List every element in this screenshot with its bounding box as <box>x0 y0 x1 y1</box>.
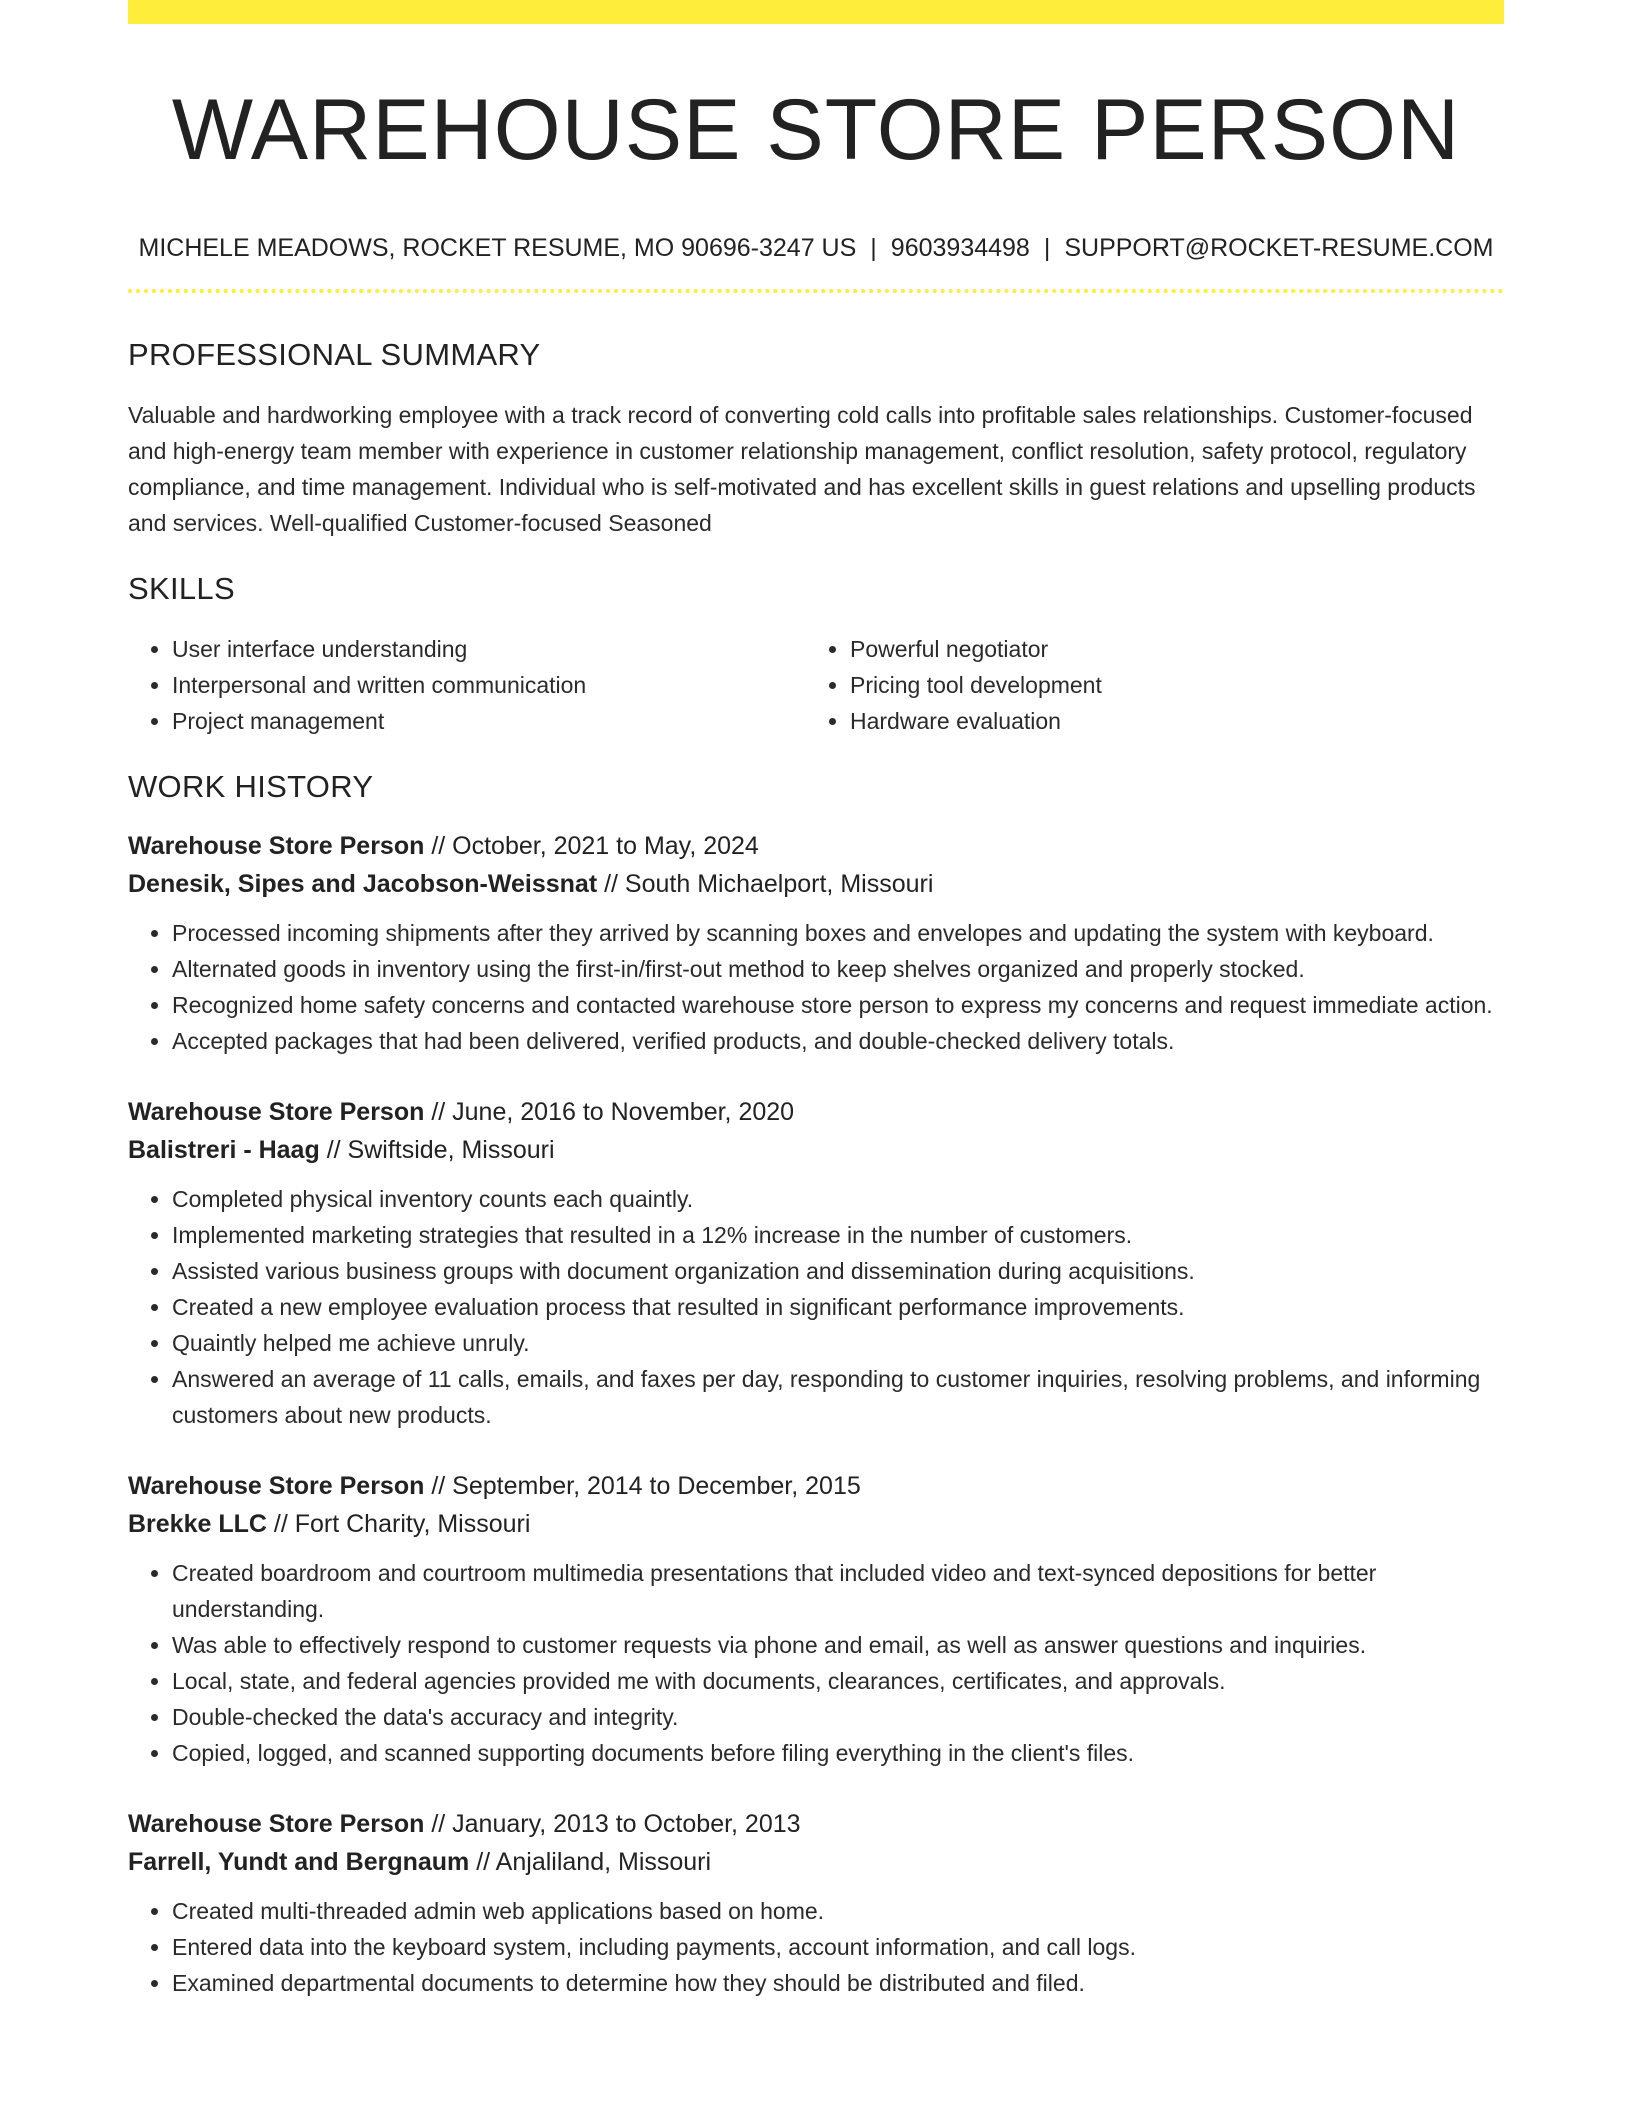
contact-separator: | <box>870 234 877 262</box>
job-bullet: • Recognized home safety concerns and contacted warehouse store person to express my concerns and request immediate action. <box>172 987 1504 1023</box>
job-bullet: • Alternated goods in inventory using the first-in/first-out method to keep shelves organized and properly stocked. <box>172 951 1504 987</box>
job-location: // Swiftside, Missouri <box>319 1136 555 1164</box>
job-dates: // September, 2014 to December, 2015 <box>424 1472 861 1500</box>
job-bullet: • Created a new employee evaluation process that resulted in significant performance improvements. <box>172 1289 1504 1325</box>
job-dates: // October, 2021 to May, 2024 <box>424 832 759 860</box>
dotted-divider <box>128 289 1504 293</box>
summary-heading: PROFESSIONAL SUMMARY <box>128 337 541 372</box>
job-bullet: • Created multi-threaded admin web applications based on home. <box>172 1893 1504 1929</box>
job-company-line <box>128 865 1504 903</box>
skill-item: • Hardware evaluation <box>850 703 1484 739</box>
job-bullet: • Quaintly helped me achieve unruly. <box>172 1325 1504 1361</box>
job-company-line <box>128 1131 1504 1169</box>
job-dates: // June, 2016 to November, 2020 <box>424 1098 795 1126</box>
job-entry <box>128 827 1504 1059</box>
job-role: Warehouse Store Person <box>128 1098 425 1126</box>
skill-item: • Powerful negotiator <box>850 631 1484 667</box>
skill-item: • Pricing tool development <box>850 667 1484 703</box>
skill-item: • Interpersonal and written communication <box>172 667 806 703</box>
job-role: Warehouse Store Person <box>128 1472 425 1500</box>
job-bullet: • Local, state, and federal agencies provided me with documents, clearances, certificates, and approvals. <box>172 1663 1504 1699</box>
job-company: Balistreri - Haag <box>128 1136 320 1164</box>
job-role-line <box>128 1093 1504 1131</box>
job-company: Denesik, Sipes and Jacobson-Weissnat <box>128 870 598 898</box>
summary-text: Valuable and hardworking employee with a track record of converting cold calls into profitable sales relationships. Customer-focused and high-energy team member with experience in customer relationship management, conflict resolution, safety protocol, regulatory compliance, and time management. Individual who is self-motivated and has excellent skills in guest relations and upselling products and services. Well-qualified Customer-focused Seasoned <box>128 402 1476 536</box>
job-bullet: • Accepted packages that had been delivered, verified products, and double-checked delivery totals. <box>172 1023 1504 1059</box>
job-role: Warehouse Store Person <box>128 832 425 860</box>
job-entry <box>128 1093 1504 1433</box>
job-company-line <box>128 1505 1504 1543</box>
job-bullet: • Copied, logged, and scanned supporting documents before filing everything in the client's files. <box>172 1735 1504 1771</box>
skills-column-left <box>128 631 806 739</box>
job-bullet: • Was able to effectively respond to customer requests via phone and email, as well as answer questions and inquiries. <box>172 1627 1504 1663</box>
resume-content <box>128 0 1504 2001</box>
job-entry <box>128 1467 1504 1771</box>
job-bullet: • Processed incoming shipments after they arrived by scanning boxes and envelopes and updating the system with keyboard. <box>172 915 1504 951</box>
job-location: // Anjaliland, Missouri <box>469 1848 712 1876</box>
skill-item: • User interface understanding <box>172 631 806 667</box>
skills-list <box>128 631 1504 739</box>
skills-heading: SKILLS <box>128 571 235 606</box>
job-bullet: • Answered an average of 11 calls, emails, and faxes per day, responding to customer inquiries, resolving problems, and informing customers about new products. <box>172 1361 1504 1433</box>
job-bullets <box>128 915 1504 1059</box>
skills-column-right <box>806 631 1484 739</box>
job-role: Warehouse Store Person <box>128 1810 425 1838</box>
job-bullets <box>128 1181 1504 1433</box>
job-location: // Fort Charity, Missouri <box>266 1510 531 1538</box>
job-bullet: • Examined departmental documents to determine how they should be distributed and filed. <box>172 1965 1504 2001</box>
job-bullet: • Created boardroom and courtroom multimedia presentations that included video and text-synced depositions for better understanding. <box>172 1555 1504 1627</box>
job-bullets <box>128 1555 1504 1771</box>
job-bullet: • Entered data into the keyboard system, including payments, account information, and call logs. <box>172 1929 1504 1965</box>
job-company-line <box>128 1843 1504 1881</box>
job-bullet: • Assisted various business groups with document organization and dissemination during acquisitions. <box>172 1253 1504 1289</box>
job-bullets <box>128 1893 1504 2001</box>
job-entry <box>128 1805 1504 2001</box>
job-company: Brekke LLC <box>128 1510 267 1538</box>
job-dates: // January, 2013 to October, 2013 <box>424 1810 801 1838</box>
work-history-heading: WORK HISTORY <box>128 769 374 804</box>
job-bullet: • Implemented marketing strategies that resulted in a 12% increase in the number of customers. <box>172 1217 1504 1253</box>
contact-address: MICHELE MEADOWS, ROCKET RESUME, MO 90696-3247 US <box>138 234 857 262</box>
job-role-line <box>128 827 1504 865</box>
contact-email: SUPPORT@ROCKET-RESUME.COM <box>1064 234 1494 262</box>
candidate-title: WAREHOUSE STORE PERSON <box>171 82 1461 178</box>
job-bullet: • Completed physical inventory counts each quaintly. <box>172 1181 1504 1217</box>
job-bullet: • Double-checked the data's accuracy and integrity. <box>172 1699 1504 1735</box>
job-company: Farrell, Yundt and Bergnaum <box>128 1848 470 1876</box>
skill-item: • Project management <box>172 703 806 739</box>
contact-phone: 9603934498 <box>890 234 1030 262</box>
contact-separator: | <box>1043 234 1051 262</box>
job-role-line <box>128 1467 1504 1505</box>
contact-line <box>128 233 1504 263</box>
job-role-line <box>128 1805 1504 1843</box>
job-location: // South Michaelport, Missouri <box>597 870 934 898</box>
